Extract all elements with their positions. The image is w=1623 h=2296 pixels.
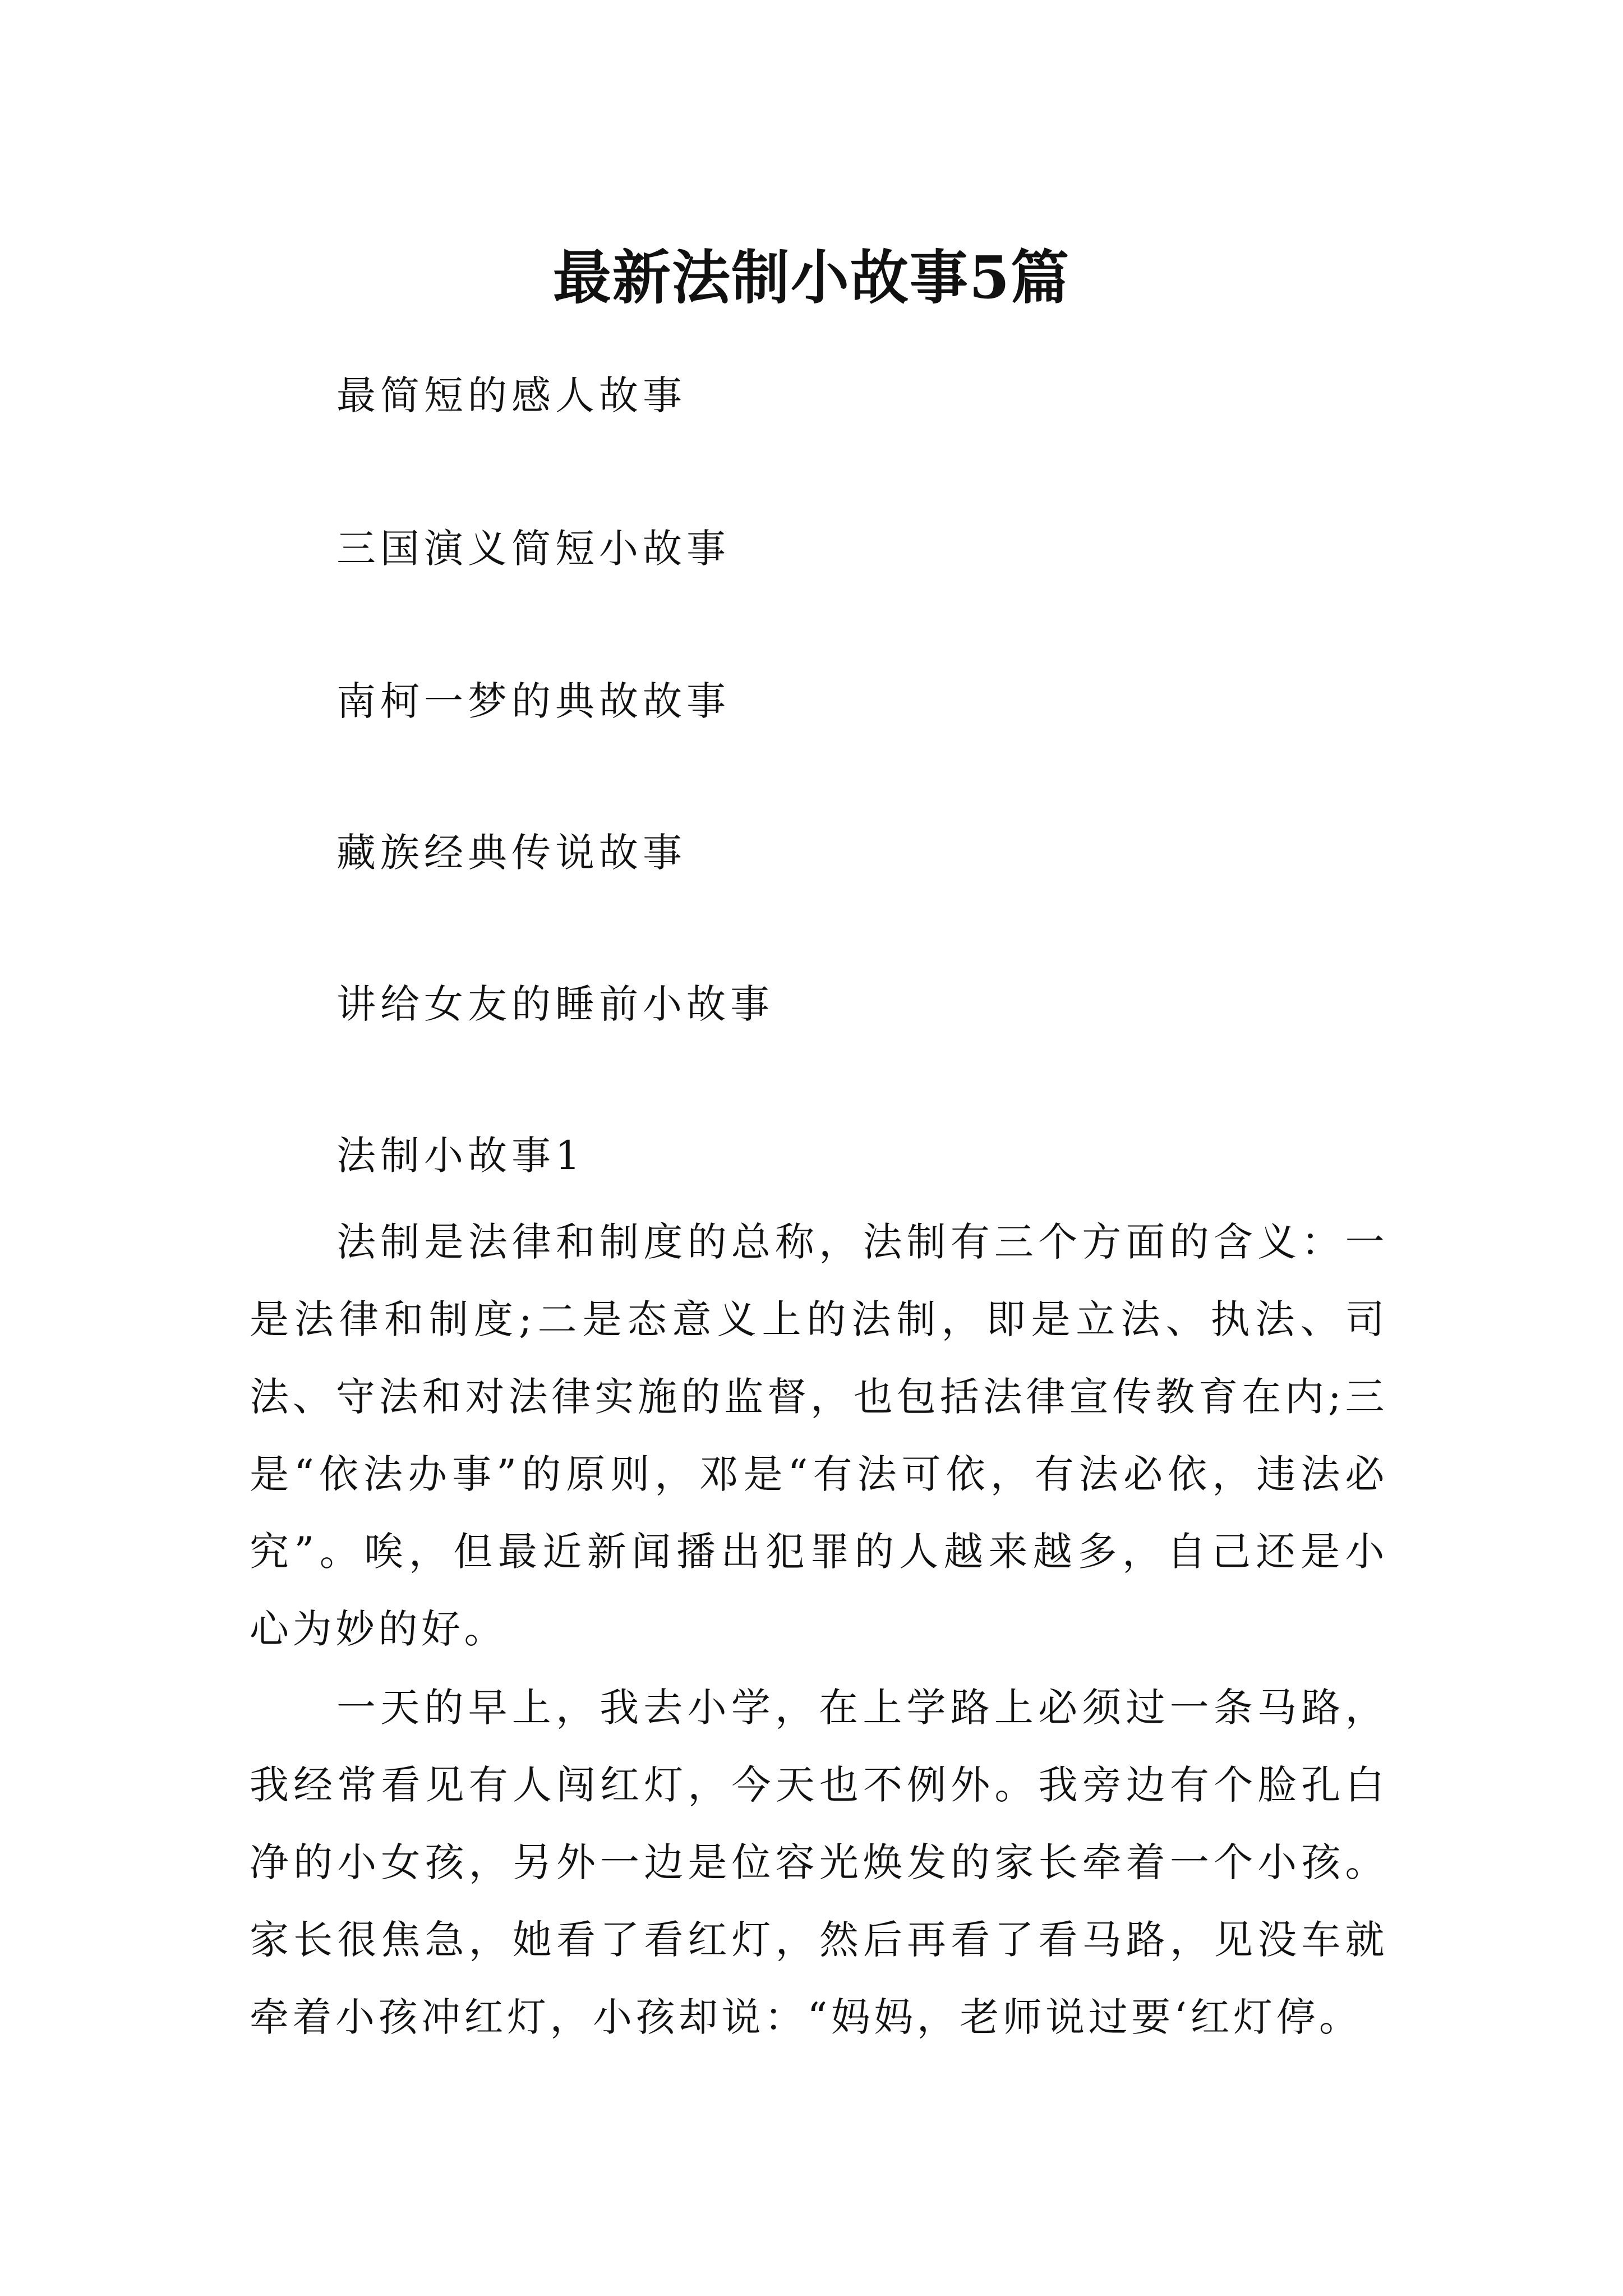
body-paragraph: 一天的早上，我去小学，在上学路上必须过一条马路，我经常看见有人闯红灯，今天也不例外。我旁边有个脸孔白净的小女孩，另外一边是位容光焕发的家长牵着一个小孩。家长很焦急，她看了看红灯，然后再看了看马路，见没车就牵着小孩冲红灯，小孩却说：“妈妈，老师说过要‘红灯停。 (250, 1685, 1388, 2040)
related-link-item[interactable]: 藏族经典传说故事 (336, 830, 686, 876)
body-paragraph: 法制是法律和制度的总称，法制有三个方面的含义：一是法律和制度;二是态意义上的法制，即是立法、执法、司法、守法和对法律实施的监督，也包括法律宣传教育在内;三是“依法办事”的原则，邓是“有法可依，有法必依，违法必究”。唉，但最近新闻播出犯罪的人越来越多，自己还是小心为妙的好。 (250, 1219, 1388, 1652)
related-link-item[interactable]: 讲给女友的睡前小故事 (336, 981, 774, 1027)
document-title: 最新法制小故事5篇 (552, 242, 1071, 312)
related-link-item[interactable]: 南柯一梦的典故故事 (336, 678, 730, 724)
section-heading: 法制小故事1 (336, 1133, 585, 1179)
related-link-item[interactable]: 三国演义简短小故事 (336, 526, 730, 572)
related-link-item[interactable]: 最简短的感人故事 (336, 372, 686, 418)
